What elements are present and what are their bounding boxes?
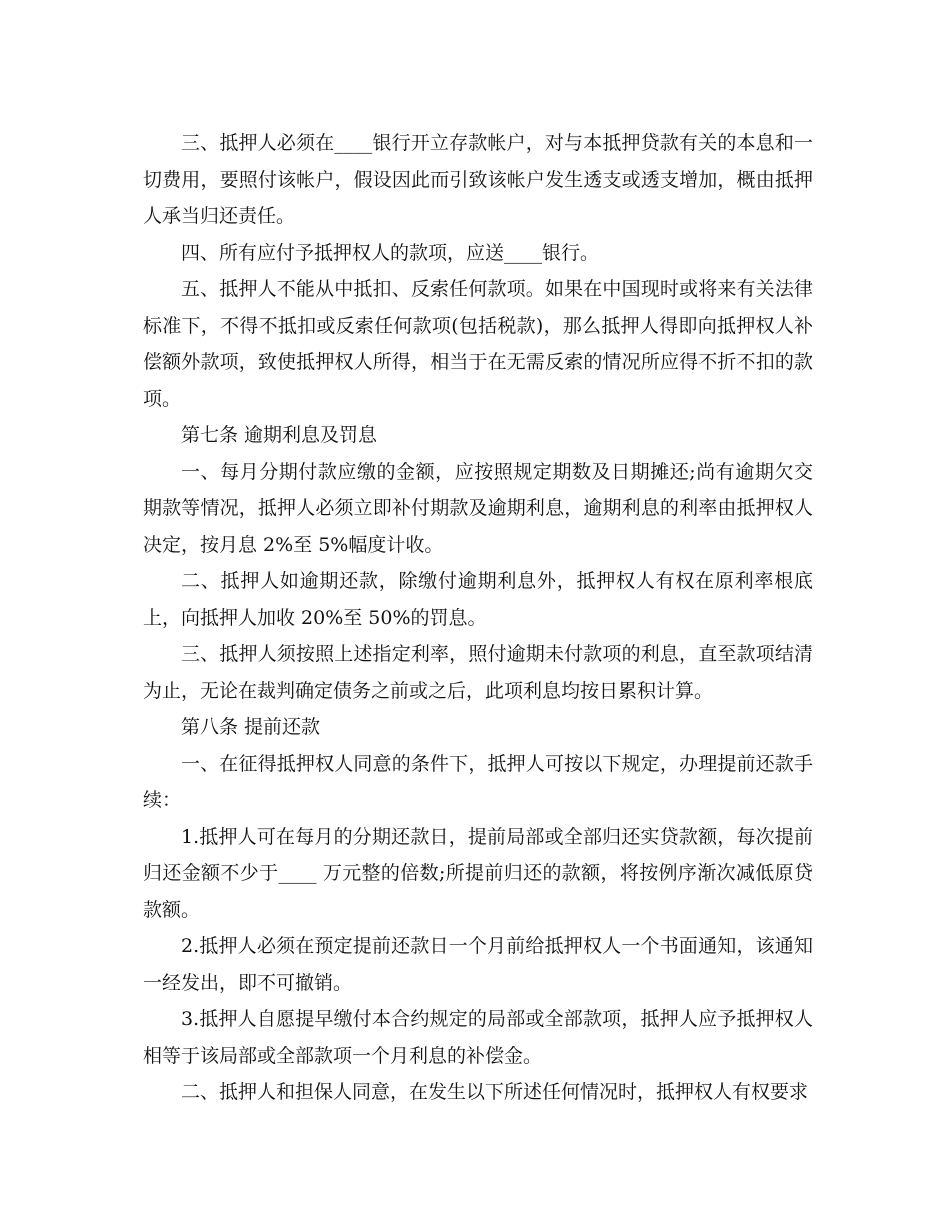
paragraph-article-7-item-3: 三、抵押人须按照上述指定利率，照付逾期未付款项的利息，直至款项结清为止，无论在裁判确定债务之前或之后，此项利息均按日累积计算。 bbox=[143, 643, 813, 702]
paragraph-clause-5: 五、抵押人不能从中抵扣、反索任何款项。如果在中国现时或将来有关法律标准下，不得不抵扣或反索任何款项(包括税款)，那么抵押人得即向抵押权人补偿额外款项，致使抵押权人所得，相当于在无需反索的情况所应得不折不扣的款项。 bbox=[143, 278, 813, 410]
paragraph-article-7-item-2: 二、抵押人如逾期还款，除缴付逾期利息外，抵押权人有权在原利率根底上，向抵押人加收 20%至 50%的罚息。 bbox=[143, 570, 813, 629]
paragraph-article-8-sub-3: 3.抵押人自愿提早缴付本合约规定的局部或全部款项，抵押人应予抵押权人相等于该局部或全部款项一个月利息的补偿金。 bbox=[143, 1008, 813, 1067]
paragraph-clause-3: 三、抵押人必须在____银行开立存款帐户，对与本抵押贷款有关的本息和一切费用，要照付该帐户，假设因此而引致该帐户发生透支或透支增加，概由抵押人承当归还责任。 bbox=[143, 132, 813, 227]
paragraph-article-8-sub-1: 1.抵押人可在每月的分期还款日，提前局部或全部归还实贷款额，每次提前归还金额不少于____ 万元整的倍数;所提前归还的款额，将按例序渐次减低原贷款额。 bbox=[143, 825, 813, 921]
paragraph-article-7-item-1: 一、每月分期付款应缴的金额，应按照规定期数及日期摊还;尚有逾期欠交期款等情况，抵押人必须立即补付期款及逾期利息，逾期利息的利率由抵押权人决定，按月息 2%至 5%幅度计收。 bbox=[143, 460, 813, 556]
article-8-heading: 第八条 提前还款 bbox=[181, 716, 321, 738]
article-7-heading: 第七条 逾期利息及罚息 bbox=[181, 424, 378, 446]
document-body bbox=[143, 125, 813, 1111]
paragraph-article-8-sub-2: 2.抵押人必须在预定提前还款日一个月前给抵押权人一个书面通知，该通知一经发出，即不可撤销。 bbox=[143, 935, 813, 994]
paragraph-article-8-item-1: 一、在征得抵押权人同意的条件下，抵押人可按以下规定，办理提前还款手续： bbox=[143, 752, 813, 811]
paragraph-article-8-item-2: 二、抵押人和担保人同意，在发生以下所述任何情况时，抵押权人有权要求 bbox=[181, 1081, 809, 1103]
paragraph-clause-4: 四、所有应付予抵押权人的款项，应送____银行。 bbox=[181, 241, 600, 264]
